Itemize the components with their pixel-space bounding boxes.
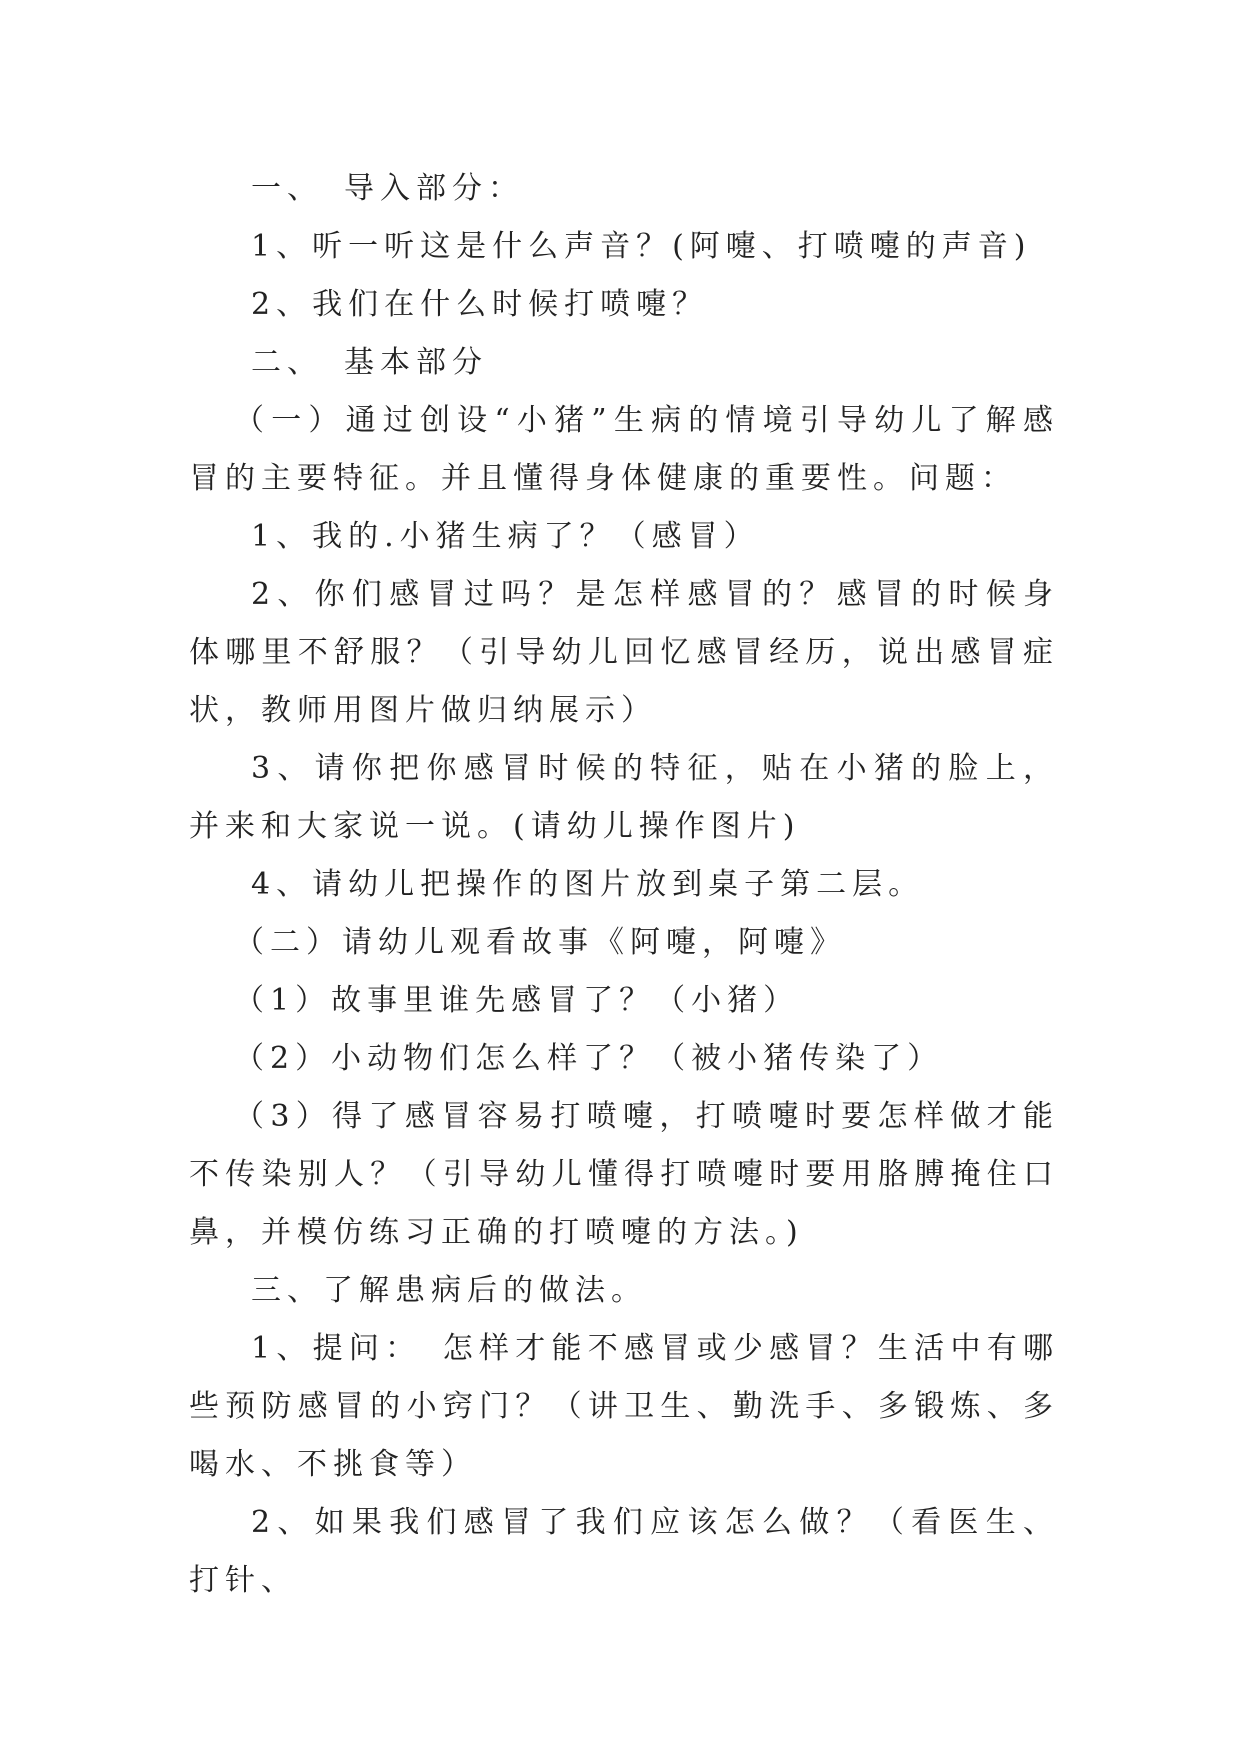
section-heading-after-illness: 三、了解患病后的做法。 xyxy=(251,1273,647,1308)
paragraph: （2）小动物们怎么样了？（被小猪传染了） xyxy=(234,1041,944,1076)
paragraph: 3、请你把你感冒时候的特征，贴在小猪的脸上，并来和大家说一说。(请幼儿操作图片) xyxy=(189,751,1059,844)
paragraph: （1）故事里谁先感冒了？（小猪） xyxy=(234,983,800,1018)
section-heading-basic: 二、 基本部分 xyxy=(251,345,488,380)
paragraph: 4、请幼儿把操作的图片放到桌子第二层。 xyxy=(251,867,925,902)
paragraph: 2、如果我们感冒了我们应该怎么做？（看医生、打针、 xyxy=(189,1505,1059,1598)
paragraph: 1、我的.小猪生病了？（感冒） xyxy=(251,519,760,554)
paragraph: （二）请幼儿观看故事《阿嚏，阿嚏》 xyxy=(234,925,846,960)
document-body xyxy=(189,160,1059,1610)
paragraph: 2、我们在什么时候打喷嚏？ xyxy=(251,287,709,322)
paragraph: 1、听一听这是什么声音？(阿嚏、打喷嚏的声音) xyxy=(251,229,1032,264)
paragraph: 1、提问： 怎样才能不感冒或少感冒？生活中有哪些预防感冒的小窍门？（讲卫生、勤洗手、多锻炼、多喝水、不挑食等） xyxy=(189,1331,1059,1482)
section-heading-intro: 一、 导入部分： xyxy=(251,171,524,206)
paragraph: （一）通过创设“小猪”生病的情境引导幼儿了解感冒的主要特征。并且懂得身体健康的重要性。问题： xyxy=(189,403,1059,496)
paragraph: 2、你们感冒过吗？是怎样感冒的？感冒的时候身体哪里不舒服？（引导幼儿回忆感冒经历，说出感冒症状，教师用图片做归纳展示） xyxy=(189,577,1059,728)
paragraph: （3）得了感冒容易打喷嚏，打喷嚏时要怎样做才能不传染别人？（引导幼儿懂得打喷嚏时要用胳膊掩住口鼻，并模仿练习正确的打喷嚏的方法。) xyxy=(189,1099,1059,1250)
